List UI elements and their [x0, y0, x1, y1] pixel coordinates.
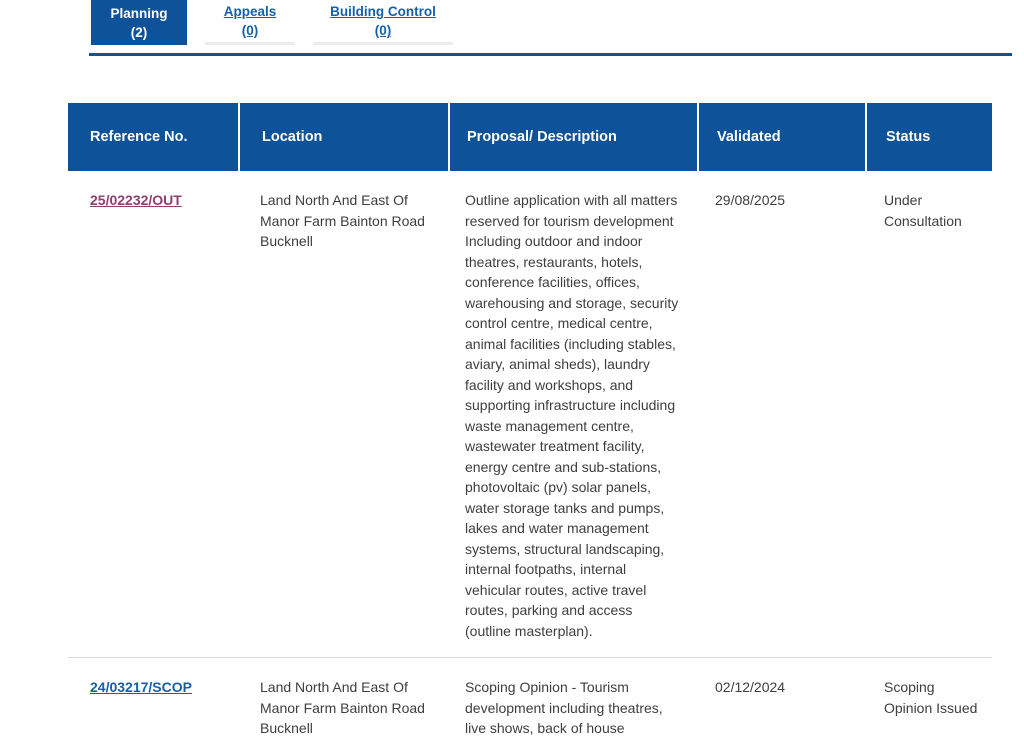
reference-link[interactable]: 25/02232/OUT: [90, 192, 182, 208]
header-cell-validated: Validated: [697, 103, 865, 171]
header-cell-status: Status: [865, 103, 992, 171]
header-cell-reference: Reference No.: [90, 129, 188, 145]
tab-count: (0): [241, 23, 259, 38]
validated-cell: 29/08/2025: [715, 192, 786, 208]
tab-planning[interactable]: [91, 0, 187, 45]
location-cell: Land North And East Of Manor Farm Bainton Road Bucknell: [260, 192, 425, 249]
reference-cell: [68, 171, 238, 657]
validated-cell: 02/12/2024: [715, 679, 786, 695]
results-table: [68, 103, 992, 755]
table-header: [68, 103, 992, 171]
tab-label: Planning: [110, 5, 168, 21]
tab-label: Building Control: [330, 4, 436, 19]
table-row: [68, 657, 992, 755]
status-cell: Scoping Opinion Issued: [884, 679, 978, 716]
tab-bar: [91, 0, 453, 45]
header-cell-location: Location: [238, 103, 448, 171]
proposal-cell: Scoping Opinion - Tourism development including theatres, live shows, back of house: [465, 679, 663, 736]
tab-count: (2): [130, 24, 148, 40]
status-cell: Under Consultation: [884, 192, 962, 229]
proposal-cell: Outline application with all matters reserved for tourism development Including outdoor and indoor theatres, restaurants, hotels, conference facilities, offices, warehousing and storage, security control centre, medical centre, animal facilities (including stables, aviary, animal sheds), laundry facility and workshops, and supporting infrastructure including waste management centre, wastewater treatment facility, energy centre and sub-stations, photovoltaic (pv) solar panels, water storage tanks and pumps, lakes and water management systems, structural landscaping, internal footpaths, internal vehicular routes, active travel routes, parking and access (outline masterplan).: [465, 192, 679, 639]
tab-appeals-link[interactable]: [224, 2, 277, 40]
tab-building-control-link[interactable]: [330, 2, 436, 40]
reference-cell: [68, 658, 238, 755]
reference-link[interactable]: 24/03217/SCOP: [90, 679, 192, 695]
location-cell: Land North And East Of Manor Farm Bainton Road Bucknell: [260, 679, 425, 736]
tab-appeals[interactable]: [205, 0, 295, 45]
table-row: [68, 171, 992, 657]
header-cell-proposal: Proposal/ Description: [448, 103, 697, 171]
tab-count: (0): [374, 23, 392, 38]
tabs-underline: [89, 53, 1012, 56]
tab-label: Appeals: [223, 4, 277, 19]
tab-building-control[interactable]: [313, 0, 453, 45]
